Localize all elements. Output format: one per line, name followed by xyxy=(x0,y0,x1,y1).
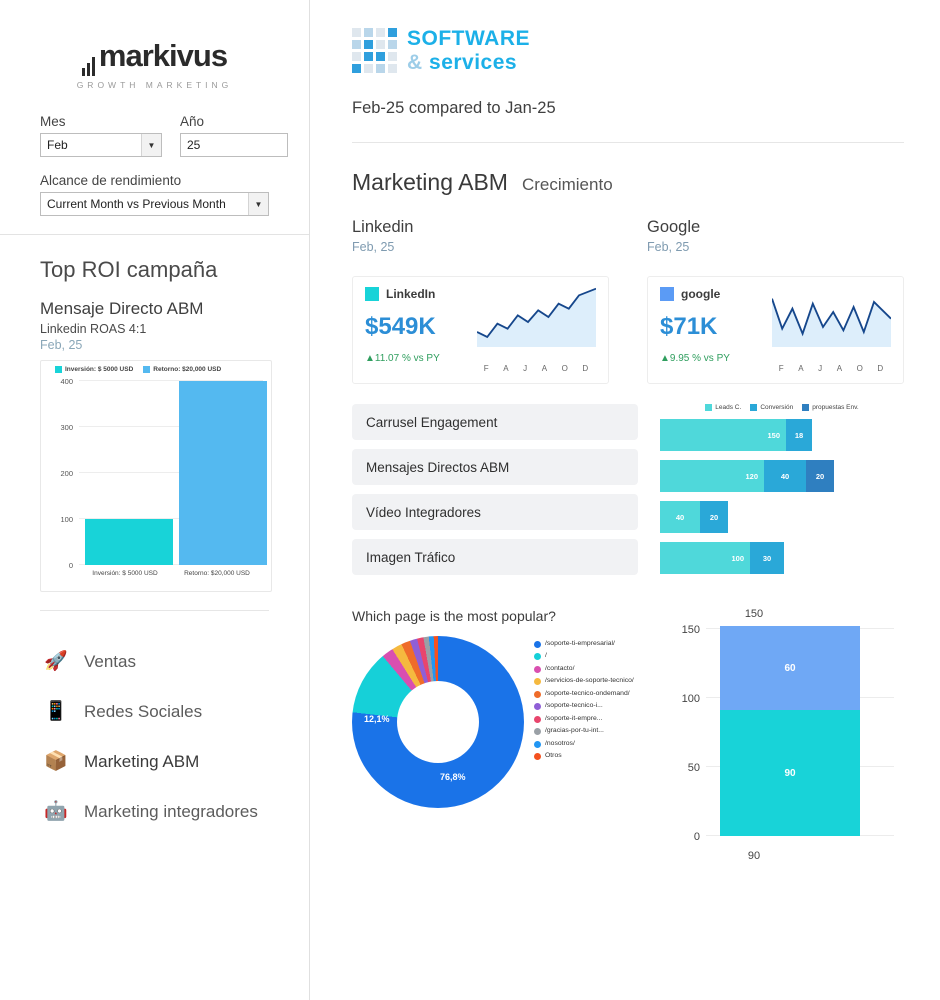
y-tick: 0 xyxy=(693,831,700,843)
list-item xyxy=(534,652,634,660)
filter-ano xyxy=(180,114,288,157)
page-title: Marketing ABM xyxy=(352,169,508,195)
stack-segment-upper: 60 xyxy=(720,626,860,710)
page-subtitle: Crecimiento xyxy=(521,175,613,194)
kpi-legend-label: google xyxy=(681,287,721,301)
bar-conversion: 20 xyxy=(700,501,728,533)
x-tick: A xyxy=(503,364,510,373)
sidebar-item-label: Ventas xyxy=(84,652,136,671)
bar-conversion: 30 xyxy=(750,542,784,574)
legend-label: Leads C. xyxy=(715,404,742,411)
bar-conversion: 40 xyxy=(764,460,806,492)
table-row xyxy=(660,459,904,493)
list-item xyxy=(534,702,634,710)
sidebar-item-marketing-abm[interactable] xyxy=(0,737,309,787)
legend-label: Conversión xyxy=(760,404,794,411)
bar-propuestas: 20 xyxy=(806,460,834,492)
kpi-card xyxy=(352,276,609,384)
bar-leads: 100 xyxy=(660,542,750,574)
kpi-value: $549K xyxy=(365,313,436,340)
brand-logo xyxy=(0,0,309,108)
robot-icon: 🤖 xyxy=(44,801,68,822)
legend-label: /nosotros/ xyxy=(545,739,575,747)
filter-scope xyxy=(40,173,269,216)
bar-inversion xyxy=(85,519,173,565)
x-tick: J xyxy=(818,364,824,373)
kpi-value: $71K xyxy=(660,313,718,340)
bar-conversion: 18 xyxy=(786,419,812,451)
sidebar-item-label: Marketing integradores xyxy=(84,802,258,821)
filters-panel xyxy=(0,108,309,235)
logo-ampersand: & xyxy=(407,51,423,74)
list-item[interactable]: Mensajes Directos ABM xyxy=(352,449,638,485)
y-tick: 0 xyxy=(68,561,73,570)
legend-label: propuestas Env. xyxy=(812,404,859,411)
bar-leads: 120 xyxy=(660,460,764,492)
legend-label: /soporte-tecnico-i... xyxy=(545,702,603,710)
legend-item-conversion xyxy=(750,404,793,411)
table-row xyxy=(660,541,904,575)
legend-label: Inversión: $ 5000 USD xyxy=(65,366,134,373)
legend-label: Retorno: $20,000 USD xyxy=(153,366,222,373)
donut-graphic xyxy=(352,636,524,808)
list-item xyxy=(534,690,634,698)
bar-leads: 40 xyxy=(660,501,700,533)
list-item xyxy=(534,752,634,760)
kpi-delta: ▲9.95 % vs PY xyxy=(660,353,730,364)
list-item[interactable]: Vídeo Integradores xyxy=(352,494,638,530)
kpi-legend xyxy=(660,287,764,301)
ano-input[interactable] xyxy=(180,133,288,157)
sidebar-item-label: Redes Sociales xyxy=(84,702,203,721)
kpi-date: Feb, 25 xyxy=(352,240,395,254)
legend-item-propuestas xyxy=(802,404,859,411)
list-item xyxy=(534,715,634,723)
stack-total-label: 150 xyxy=(744,608,764,620)
scope-select[interactable] xyxy=(40,192,269,216)
roi-bar-chart xyxy=(40,360,272,592)
list-item xyxy=(534,665,634,673)
comparison-period-label: Feb-25 compared to Jan-25 xyxy=(352,99,556,117)
scope-select-value: Current Month vs Previous Month xyxy=(47,197,226,211)
x-tick: J xyxy=(523,364,529,373)
main-content xyxy=(310,0,940,1000)
logo-squares-icon xyxy=(352,28,397,73)
legend-label: Otros xyxy=(545,752,562,760)
roi-chart-legend xyxy=(55,366,265,373)
y-tick: 400 xyxy=(60,377,73,386)
stack-x-label: 90 xyxy=(747,850,761,862)
kpi-name: Google xyxy=(647,218,701,236)
y-tick: 50 xyxy=(687,762,700,774)
stack-segment-lower: 90 xyxy=(720,710,860,836)
x-tick: A xyxy=(836,364,844,373)
table-row xyxy=(660,500,904,534)
sidebar-item-marketing-integradores[interactable] xyxy=(0,787,309,837)
y-tick: 100 xyxy=(60,515,73,524)
filter-mes xyxy=(40,114,162,157)
kpi-date: Feb, 25 xyxy=(647,240,690,254)
filter-mes-label: Mes xyxy=(40,114,66,129)
social-grid-icon: 📱 xyxy=(44,701,68,722)
mes-select[interactable] xyxy=(40,133,162,157)
stack-y-axis xyxy=(670,618,702,843)
brand-name: markivus xyxy=(98,38,228,73)
x-tick: Inversión: $ 5000 USD xyxy=(92,570,158,577)
roi-date: Feb, 25 xyxy=(40,338,83,352)
campaign-pill-list xyxy=(352,404,638,584)
roi-detail: Linkedin ROAS 4:1 xyxy=(40,322,147,336)
kpi-x-axis xyxy=(772,364,891,373)
list-item[interactable]: Imagen Tráfico xyxy=(352,539,638,575)
popular-page-donut-chart xyxy=(352,608,652,870)
list-item xyxy=(534,640,634,648)
linkedin-sparkline xyxy=(477,287,596,373)
sidebar-item-redes-sociales[interactable] xyxy=(0,687,309,737)
legend-item-leads xyxy=(705,404,741,411)
bottom-row xyxy=(352,608,904,870)
stack-plot-area xyxy=(706,626,894,836)
rocket-icon: 🚀 xyxy=(44,651,68,672)
stacked-column-chart xyxy=(670,608,904,870)
kpi-legend xyxy=(365,287,469,301)
list-item[interactable]: Carrusel Engagement xyxy=(352,404,638,440)
legend-item-inversion xyxy=(55,366,133,373)
software-services-logo xyxy=(352,28,904,73)
legend-label: /soporte-ti-empresarial/ xyxy=(545,640,615,647)
list-item xyxy=(534,727,634,735)
y-tick: 100 xyxy=(681,693,700,705)
kpi-legend-label: LinkedIn xyxy=(386,287,436,301)
roi-y-axis xyxy=(45,375,75,570)
sidebar-nav xyxy=(0,611,309,837)
funnel-legend xyxy=(660,404,904,411)
campaign-row xyxy=(352,404,904,584)
sidebar-item-ventas[interactable] xyxy=(0,637,309,687)
mes-select-value: Feb xyxy=(47,138,68,152)
x-tick: O xyxy=(561,364,569,373)
brand-tagline: GROWTH MARKETING xyxy=(76,80,233,90)
roi-campaign: Mensaje Directo ABM xyxy=(40,299,204,318)
sidebar-item-label: Marketing ABM xyxy=(84,752,200,771)
donut-legend xyxy=(534,636,634,808)
legend-item-retorno xyxy=(143,366,221,373)
box-icon: 📦 xyxy=(44,751,68,772)
donut-question: Which page is the most popular? xyxy=(352,608,556,624)
x-tick: Retorno: $20,000 USD xyxy=(184,570,250,577)
list-item xyxy=(534,740,634,748)
kpi-google xyxy=(647,218,904,384)
stacked-bar xyxy=(720,626,860,836)
bar-leads: 150 xyxy=(660,419,786,451)
logo-line-2: services xyxy=(429,51,518,74)
divider xyxy=(352,142,904,143)
logo-line-1: SOFTWARE xyxy=(407,27,530,50)
y-tick: 200 xyxy=(60,469,73,478)
x-tick: O xyxy=(856,364,864,373)
list-item xyxy=(534,677,634,685)
y-tick: 150 xyxy=(681,624,700,636)
legend-label: /soporte-it-empre... xyxy=(545,714,603,722)
x-tick: D xyxy=(877,364,885,373)
filter-ano-label: Año xyxy=(180,114,205,129)
kpi-delta: ▲11.07 % vs PY xyxy=(365,353,440,364)
x-tick: A xyxy=(541,364,549,373)
sidebar xyxy=(0,0,310,1000)
kpi-name: Linkedin xyxy=(352,218,414,236)
google-sparkline xyxy=(772,287,891,373)
donut-label-major: 76,8% xyxy=(440,772,466,782)
kpi-row xyxy=(352,218,904,384)
roi-section xyxy=(0,235,309,592)
kpi-linkedin xyxy=(352,218,609,384)
legend-label: /soporte-tecnico-ondemand/ xyxy=(545,689,630,697)
legend-label: /gracias-por-tu-int... xyxy=(545,727,604,735)
section-header xyxy=(352,169,904,196)
legend-label: /servicios-de-soporte-tecnico/ xyxy=(545,677,634,685)
x-tick: F xyxy=(778,364,785,373)
chevron-down-icon[interactable]: ▼ xyxy=(141,134,161,156)
chevron-down-icon[interactable]: ▼ xyxy=(248,193,268,215)
x-tick: A xyxy=(798,364,805,373)
legend-label: / xyxy=(545,652,547,660)
donut-label-second: 12,1% xyxy=(364,714,390,724)
y-tick: 300 xyxy=(60,423,73,432)
logo-bars-icon xyxy=(82,40,97,76)
legend-label: /contacto/ xyxy=(545,664,575,672)
roi-title: Top ROI campaña xyxy=(40,257,218,282)
bar-retorno xyxy=(179,381,267,565)
roi-x-axis xyxy=(79,570,263,577)
kpi-x-axis xyxy=(477,364,596,373)
x-tick: F xyxy=(483,364,490,373)
x-tick: D xyxy=(582,364,590,373)
kpi-card xyxy=(647,276,904,384)
filter-scope-label: Alcance de rendimiento xyxy=(40,173,182,188)
roi-plot-area xyxy=(79,379,263,565)
funnel-horizontal-bar-chart xyxy=(660,404,904,584)
table-row xyxy=(660,418,904,452)
ano-input-value: 25 xyxy=(187,138,201,152)
